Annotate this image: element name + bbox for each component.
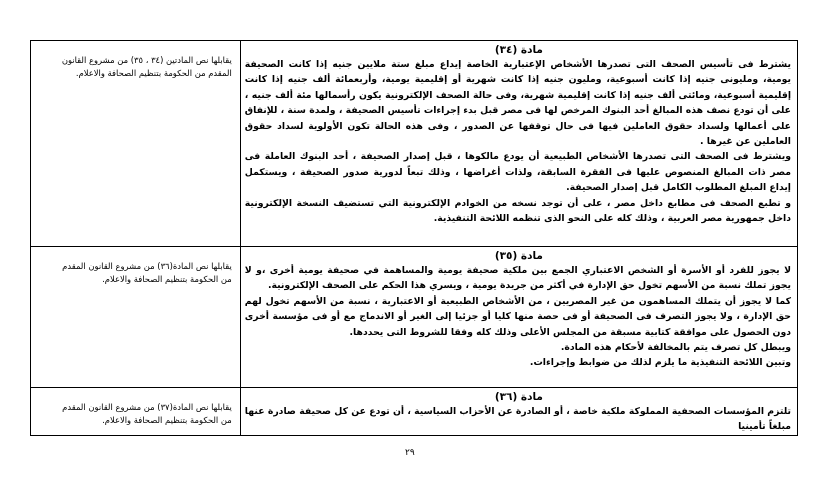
article-35-title: مادة (٣٥) xyxy=(494,250,543,262)
article-row-36 xyxy=(31,388,798,436)
article-row-34 xyxy=(31,41,798,247)
article-35-note-cell xyxy=(31,247,241,388)
article-36-note-cell xyxy=(31,388,241,436)
article-34-note: يقابلها نص المادتين (٣٤ ، ٣٥) من مشروع القانون المقدم من الحكومة بتنظيم الصحافة والاعلام. xyxy=(61,55,232,78)
article-36-text-cell xyxy=(240,388,797,436)
article-36-title: مادة (٣٦) xyxy=(494,391,543,403)
article-35-text-cell xyxy=(240,247,797,388)
article-35-paragraph-4: وتبين اللائحة التنفيذية ما يلزم لذلك من ضوابط وإجراءات. xyxy=(529,357,791,369)
article-34-note-cell xyxy=(31,41,241,247)
article-36-note: يقابلها نص المادة(٣٧) من مشروع القانون المقدم من الحكومة بتنظيم الصحافة والاعلام. xyxy=(62,402,232,425)
article-35-paragraph-1: لا يجوز للفرد أو الأسرة أو الشخص الاعتباري الجمع بين ملكية صحيفة يومية والمساهمة في صحيفة يومية أخرى ،و لا يجوز تملك نسبة من الأسهم تخول حق الإدارة في أكثر من جريدة يومية ، ويسري هذا الحكم على الصحف الإلكترونية. xyxy=(244,265,791,292)
article-34-paragraph-1: يشترط فى تأسيس الصحف التى تصدرها الأشخاص الإعتبارية الخاصة إيداع مبلغ ستة ملايين جنيه إذا كانت الصحيفة يومية، ومليونى جنيه إذا كانت أسبوعية، ومليون جنيه إذا كانت شهرية أو إقليمية يومية، وأربعمائة ألف جنيه إذا كانت إقليمية أسبوعية، ومائتى ألف جنيه إذا كانت إقليمية شهرية، وفى حالة الصحف الإلكترونية يكون رأسمالها مئة ألف جنيه ، على أن تودع نصف هذه المبالغ أحد البنوك المرخص لها فى مصر قبل بدء إجراءات تأسيس الصحيفة ، ولمدة سنة ، للإنفاق على أعمالها ولسداد حقوق العاملين فيها فى حال توقفها عن الصدور ، وفى هذه الحالة تكون الأولوية لسداد حقوق العاملين عن غيرها . xyxy=(244,59,791,148)
article-34-paragraph-3: و تطبع الصحف فى مطابع داخل مصر ، على أن توجد نسخه من الخوادم الإلكترونية التي تستضيف النسخة الإلكترونية داخل جمهورية مصر العربية ، وذلك كله على النحو الذى تنظمه اللائحة التنفيذية. xyxy=(244,197,791,225)
article-row-35 xyxy=(31,247,798,388)
articles-table xyxy=(30,40,798,436)
article-34-paragraph-2: ويشترط فى الصحف التى تصدرها الأشخاص الطبيعية أن يودع مالكوها ، قبل إصدار الصحيفة ، أحد البنوك العاملة فى مصر ذات المبالغ المنصوص عليها فى الفقرة السابقة، ولذات أغراضها ، وذلك تبعاً لدورية صدور الصحيفة ، ويستكمل إيداع المبلغ المطلوب الكامل قبل إصدار الصحيفة. xyxy=(244,151,791,194)
article-34-text-cell xyxy=(240,41,797,247)
article-34-title: مادة (٣٤) xyxy=(494,44,543,56)
article-36-paragraph-1: تلتزم المؤسسات الصحفية المملوكة ملكية خاصة ، أو الصادرة عن الأحزاب السياسية ، أن تودع عن كل صحيفة صادرة عنها مبلغاً تأمينيا xyxy=(244,406,791,433)
page-number: ٢٩ xyxy=(405,448,415,458)
article-35-note: يقابلها نص المادة(٣٦) من مشروع القانون المقدم من الحكومة بتنظيم الصحافة والاعلام. xyxy=(62,261,232,284)
article-35-paragraph-3: ويبطل كل تصرف يتم بالمخالفة لأحكام هذه المادة. xyxy=(560,342,791,354)
article-35-paragraph-2: كما لا يجوز أن يتملك المساهمون من غير المصريين ، من الأشخاص الطبيعية أو الاعتبارية ، نسبة من الأسهم تخول لهم حق الإدارة ، ولا يجوز التصرف فى الصحيفة أو فى حصة منها كليا أو جزئيا إلى الغير أو الاندماج مع أو فى مؤسسة أخرى دون الحصول على موافقة كتابية مسبقة من المجلس الأعلى وذلك كله وفقا للشروط التى يحددها. xyxy=(244,295,791,338)
